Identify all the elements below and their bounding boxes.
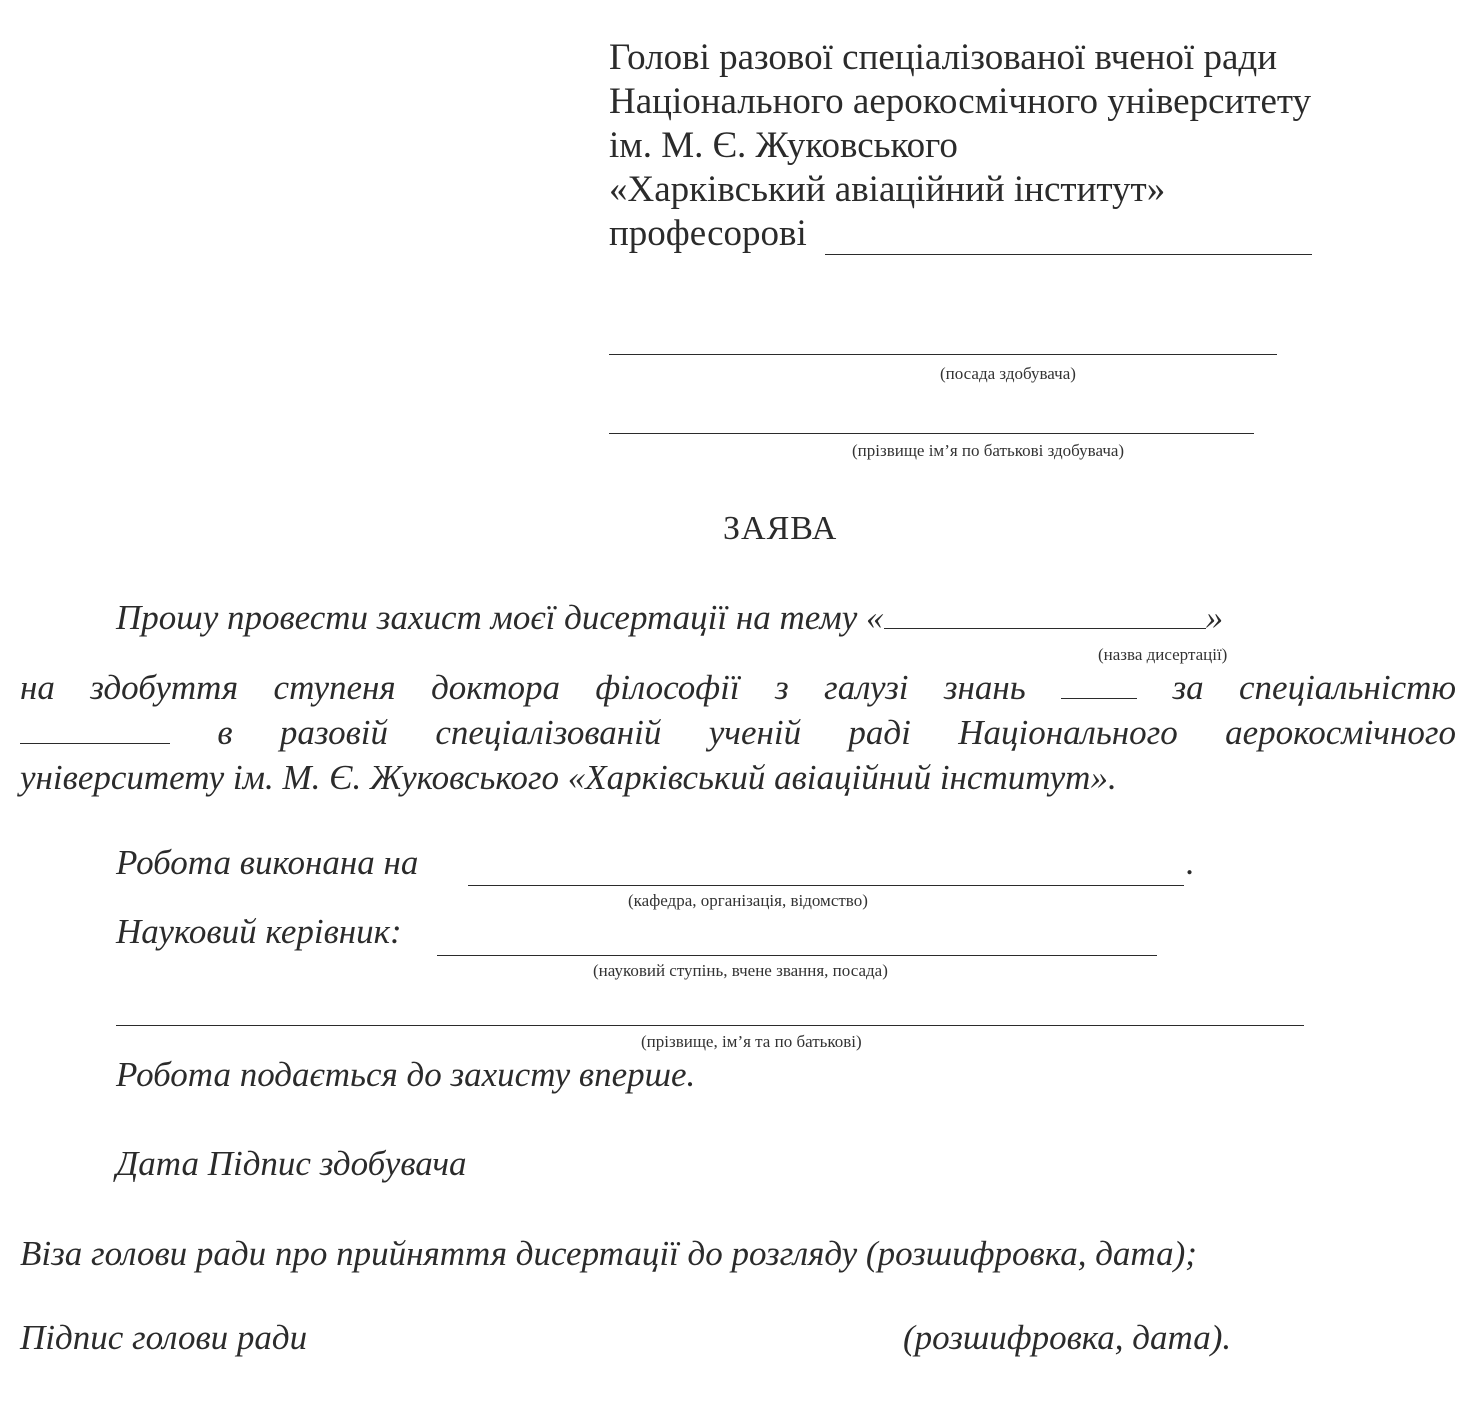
- request-text: Прошу провести захист моєї дисертації на тему «: [116, 598, 884, 637]
- word: галузі: [824, 668, 909, 707]
- position-line: [609, 354, 1277, 355]
- work-done-period: .: [1186, 843, 1195, 882]
- date-signature: Дата Підпис здобувача: [116, 1144, 467, 1183]
- supervisor-label: Науковий керівник:: [116, 912, 402, 951]
- word: філософії: [595, 668, 740, 707]
- document-title: ЗАЯВА: [723, 510, 838, 547]
- work-done-label: Робота виконана на: [116, 843, 419, 882]
- position-caption: (посада здобувача): [940, 364, 1076, 383]
- specialty-blank: [20, 719, 170, 744]
- closing-quote: »: [1205, 598, 1224, 637]
- chair-signature: Підпис голови ради: [20, 1318, 308, 1357]
- word: Національного: [958, 713, 1178, 752]
- word: на: [20, 668, 55, 707]
- supervisor-name-caption: (прізвище, ім’я та по батькові): [641, 1032, 862, 1051]
- recipient-line-4: «Харківський авіаційний інститут»: [609, 169, 1166, 210]
- request-line-2: [20, 668, 1456, 708]
- request-line-4: університету ім. М. Є. Жуковського «Харківський авіаційний інститут».: [20, 758, 1117, 797]
- department-caption: (кафедра, організація, відомство): [628, 891, 868, 910]
- word: аерокосмічного: [1225, 713, 1457, 752]
- supervisor-degree-line: [437, 955, 1157, 956]
- request-line-3: [20, 713, 1456, 753]
- applicant-name-caption: (прізвище ім’я по батькові здобувача): [852, 441, 1125, 460]
- word: раді: [848, 713, 911, 752]
- chair-visa: Віза голови ради про прийняття дисертації до розгляду (розшифровка, дата);: [20, 1234, 1197, 1273]
- chair-decoding: (розшифровка, дата).: [903, 1318, 1232, 1357]
- first-submission: Робота подається до захисту вперше.: [116, 1055, 696, 1094]
- word: ступеня: [273, 668, 396, 707]
- word: в: [217, 713, 233, 752]
- applicant-name-line: [609, 433, 1254, 434]
- word: спеціальністю: [1239, 668, 1457, 707]
- field-of-knowledge-blank: [1061, 674, 1137, 699]
- word: з: [775, 668, 789, 707]
- word: за: [1172, 668, 1204, 707]
- word: ученій: [708, 713, 802, 752]
- department-line: [468, 885, 1184, 886]
- word: здобуття: [90, 668, 239, 707]
- word: знань: [943, 668, 1026, 707]
- thesis-title-blank: [884, 604, 1206, 629]
- recipient-line-1: Голові разової спеціалізованої вченої ради: [609, 37, 1278, 78]
- word: спеціалізованій: [435, 713, 662, 752]
- thesis-title-caption: (назва дисертації): [1098, 645, 1228, 664]
- professor-label: професорові: [609, 213, 807, 254]
- professor-name-line: [825, 254, 1312, 255]
- recipient-line-3: ім. М. Є. Жуковського: [609, 125, 958, 166]
- request-line-1: [116, 598, 1223, 638]
- recipient-line-2: Національного аерокосмічного університету: [609, 81, 1312, 122]
- supervisor-name-line: [116, 1025, 1304, 1026]
- supervisor-degree-caption: (науковий ступінь, вчене звання, посада): [593, 961, 888, 980]
- word: доктора: [431, 668, 560, 707]
- word: разовій: [279, 713, 389, 752]
